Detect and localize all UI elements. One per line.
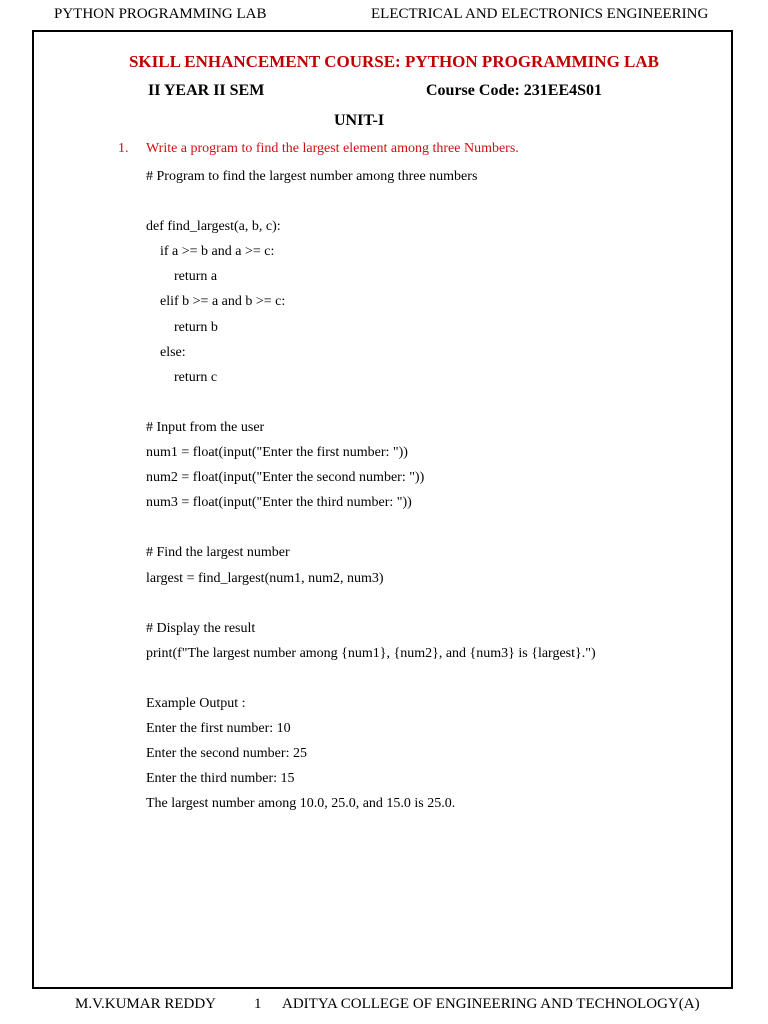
code-line: largest = find_largest(num1, num2, num3) xyxy=(146,570,384,586)
code-line: return a xyxy=(146,269,218,285)
code-line: elif b >= a and b >= c: xyxy=(146,294,286,310)
code-line: print(f"The largest number among {num1}, {num2}, and {num3} is {largest}.") xyxy=(146,645,596,661)
code-line: # Program to find the largest number among three numbers xyxy=(146,169,478,184)
code-line: num2 = float(input("Enter the second number: ")) xyxy=(146,470,425,486)
question-number: 1. xyxy=(118,141,129,156)
code-line xyxy=(146,515,596,540)
code-line xyxy=(146,390,596,415)
page-number: 1 xyxy=(254,996,262,1012)
code-line: return b xyxy=(146,319,218,335)
code-line: return c xyxy=(146,369,218,385)
code-line: num3 = float(input("Enter the third number: ")) xyxy=(146,495,412,511)
code-line xyxy=(146,666,596,691)
output-line: The largest number among 10.0, 25.0, and 15.0 is 25.0. xyxy=(146,796,456,812)
code-listing xyxy=(146,164,596,816)
unit-heading: UNIT-I xyxy=(334,112,385,129)
code-line xyxy=(146,591,596,616)
code-line: # Find the largest number xyxy=(146,545,290,561)
year-semester: II YEAR II SEM xyxy=(148,82,265,99)
question-text: Write a program to find the largest element among three Numbers. xyxy=(146,141,519,156)
code-line: else: xyxy=(146,344,186,360)
running-header-right: ELECTRICAL AND ELECTRONICS ENGINEERING xyxy=(371,6,709,22)
code-line: num1 = float(input("Enter the first number: ")) xyxy=(146,445,408,461)
output-line: Enter the third number: 15 xyxy=(146,771,295,787)
output-line: Enter the second number: 25 xyxy=(146,746,307,762)
output-line: Example Output : xyxy=(146,695,246,711)
code-line: # Input from the user xyxy=(146,419,265,435)
code-line: # Display the result xyxy=(146,620,256,636)
code-line: if a >= b and a >= c: xyxy=(146,244,275,260)
code-line xyxy=(146,189,596,214)
output-line: Enter the first number: 10 xyxy=(146,721,291,737)
course-code: Course Code: 231EE4S01 xyxy=(426,82,603,99)
footer-college: ADITYA COLLEGE OF ENGINEERING AND TECHNOLOGY(A) xyxy=(282,996,700,1012)
running-header-left: PYTHON PROGRAMMING LAB xyxy=(54,6,267,22)
code-line: def find_largest(a, b, c): xyxy=(146,219,281,235)
course-title: SKILL ENHANCEMENT COURSE: PYTHON PROGRAMMING LAB xyxy=(128,52,660,71)
footer-author: M.V.KUMAR REDDY xyxy=(75,996,216,1012)
